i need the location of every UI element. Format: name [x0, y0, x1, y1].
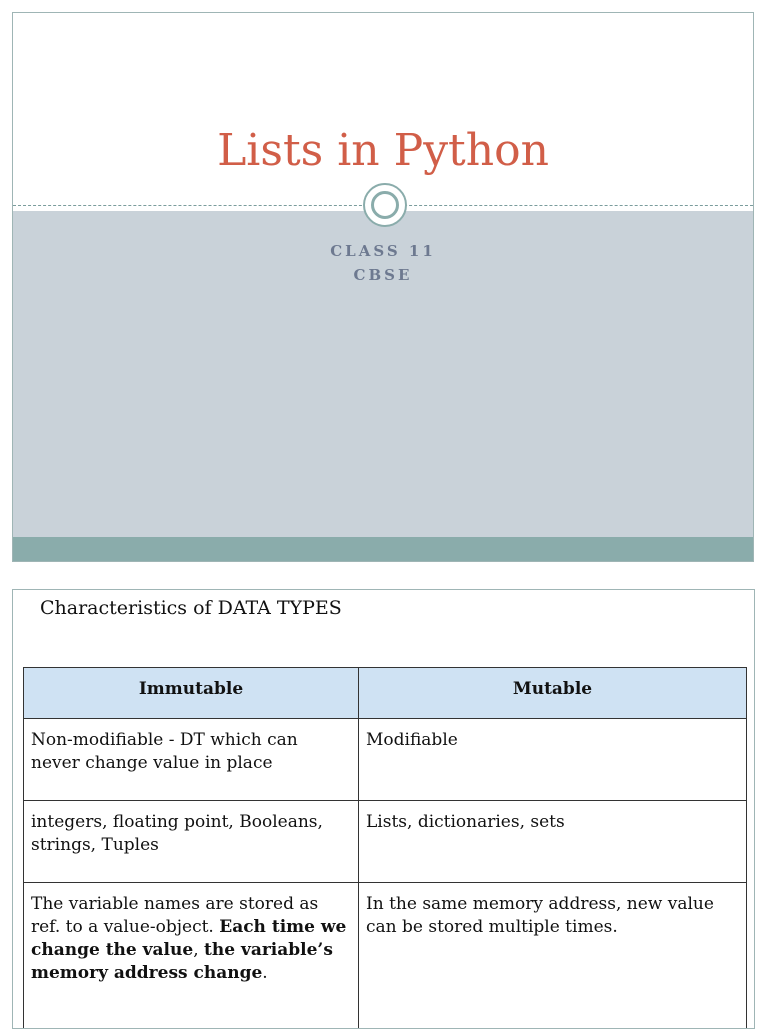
table-row [24, 801, 747, 883]
slide-heading: Characteristics of DATA TYPES [40, 597, 342, 619]
slide-title: Lists in Python [13, 125, 753, 176]
table-header-row [24, 668, 747, 719]
cell-immutable [24, 883, 359, 1029]
cell-bold-text: the variable’s memory address change [31, 940, 333, 983]
cell-text: The variable names are stored as ref. to a value-object. [31, 894, 318, 937]
subtitle-board: CBSE [13, 266, 753, 284]
cell-immutable: Non-modifiable - DT which can never change value in place [24, 719, 359, 801]
header-immutable: Immutable [24, 668, 359, 719]
subtitle-class: CLASS 11 [13, 242, 753, 260]
cell-mutable: Modifiable [359, 719, 747, 801]
cell-bold-text: Each time we change the value [31, 917, 346, 960]
cell-text: , [193, 940, 204, 960]
table-row [24, 719, 747, 801]
circle-ornament-icon [363, 183, 407, 227]
title-slide [12, 12, 754, 562]
datatype-table [23, 667, 747, 1029]
cell-text: . [262, 963, 267, 983]
content-slide [12, 589, 755, 1029]
footer-band [13, 537, 753, 562]
cell-mutable: Lists, dictionaries, sets [359, 801, 747, 883]
circle-ornament-inner [371, 191, 399, 219]
cell-immutable: integers, floating point, Booleans, strings, Tuples [24, 801, 359, 883]
header-mutable: Mutable [359, 668, 747, 719]
cell-mutable: In the same memory address, new value can be stored multiple times. [359, 883, 747, 1029]
table-row [24, 883, 747, 1029]
